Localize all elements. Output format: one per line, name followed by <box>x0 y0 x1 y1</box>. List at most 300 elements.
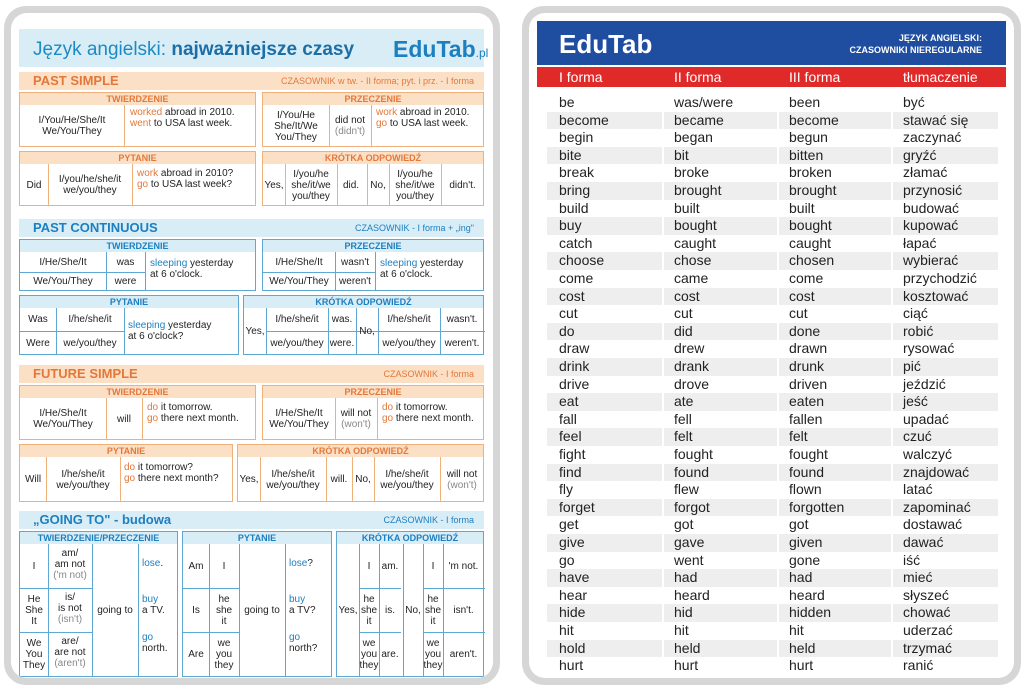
box-heading: TWIERDZENIE/PRZECZENIE <box>20 532 177 544</box>
table-row <box>547 288 998 306</box>
verb-base-form: choose <box>559 252 605 269</box>
verb-past-participle: had <box>789 569 813 586</box>
no-word: No, <box>355 474 371 485</box>
box-heading: KRÓTKA ODPOWIEDŹ <box>244 296 483 308</box>
irregular-verbs-card-inner <box>529 13 1014 678</box>
column-header-form-3: III forma <box>789 69 841 85</box>
verb-translation: kupować <box>903 217 959 234</box>
table-row <box>547 393 998 411</box>
box-heading: PYTANIE <box>20 445 232 457</box>
example-sentence: sleeping yesterday at 6 o'clock? <box>128 320 212 342</box>
pronouns: I <box>32 560 36 572</box>
verb-past-participle: done <box>789 322 821 339</box>
verb-example: buy a TV. <box>142 594 165 616</box>
auxiliary: did not (didn't) <box>334 115 366 137</box>
verb-translation: mieć <box>903 569 933 586</box>
past-continuous-affirmative <box>19 239 256 291</box>
verb-past-simple: brought <box>674 182 722 198</box>
verb-past-participle: given <box>789 534 823 550</box>
verb-translation: wybierać <box>903 252 959 269</box>
verb-past-participle: chosen <box>789 252 835 269</box>
verb-example: buy a TV? <box>289 594 316 616</box>
auxiliary: am. <box>381 560 399 572</box>
no-word: No, <box>359 326 375 337</box>
verb-past-simple: ate <box>674 393 694 410</box>
verb-past-participle: heard <box>789 586 825 603</box>
table-row <box>547 358 998 376</box>
pronouns: I/He/She/It We/You/They <box>269 408 329 430</box>
no-word: No, <box>370 179 386 191</box>
verb-past-simple: drew <box>674 340 705 357</box>
verb-past-participle: bitten <box>789 146 824 163</box>
pronouns: I/You/He/She/It We/You/They <box>38 115 106 137</box>
verb-past-simple: flew <box>674 481 699 498</box>
column-header-form-1: I forma <box>559 69 603 85</box>
verb-translation: kosztować <box>903 287 969 304</box>
yes-word: Yes, <box>239 474 259 485</box>
auxiliary: weren't. <box>444 337 480 349</box>
verb-base-form: get <box>559 516 579 533</box>
future-simple-negative <box>262 385 484 440</box>
pronouns: I/you/he she/it/we you/they <box>291 168 331 202</box>
verb-translation: trzymać <box>903 639 952 656</box>
verb-base-form: go <box>559 551 575 568</box>
auxiliary: will not (won't) <box>446 469 478 491</box>
verb-past-simple: bought <box>674 217 717 234</box>
table-row <box>547 305 998 323</box>
auxiliary: Is <box>192 604 200 616</box>
pronouns: I <box>431 560 435 572</box>
verb-past-participle: hurt <box>789 657 814 674</box>
pronouns: I/you/he/she/it we/you/they <box>58 174 122 196</box>
yes-word: Yes, <box>245 326 265 337</box>
pronouns: I/he/she/it <box>275 314 319 325</box>
verb-translation: zapominać <box>903 498 971 515</box>
pronouns: I/He/She/It <box>39 256 87 268</box>
column-headers <box>537 67 1006 87</box>
auxiliary: wasn't <box>340 256 370 268</box>
verb-past-participle: flown <box>789 481 822 498</box>
verb-base-form: give <box>559 534 585 550</box>
verb-translation: stawać się <box>903 111 969 128</box>
column-header-form-2: II forma <box>674 69 722 85</box>
grammar-card-inner <box>11 13 493 678</box>
column-divider <box>777 92 779 675</box>
verb-base-form: drive <box>559 375 590 392</box>
verb-past-participle: bought <box>789 217 832 234</box>
box-heading: TWIERDZENIE <box>20 93 255 105</box>
no-word: No, <box>405 605 421 616</box>
table-row <box>547 376 998 394</box>
table-row <box>547 657 998 675</box>
auxiliary: Did <box>26 179 42 191</box>
verb-translation: robić <box>903 322 934 339</box>
verb-past-simple: got <box>674 516 694 533</box>
verb-base-form: hurt <box>559 657 584 674</box>
verb-base-form: fall <box>559 410 577 427</box>
box-heading: PRZECZENIE <box>263 386 483 398</box>
verb-base-form: buy <box>559 217 582 234</box>
box-heading: TWIERDZENIE <box>20 386 255 398</box>
example-sentences: worked abroad in 2010. went to USA last week. <box>130 107 235 129</box>
verb-translation: czuć <box>903 428 932 445</box>
verb-past-simple: chose <box>674 252 712 269</box>
table-row <box>547 552 998 570</box>
verb-past-participle: hidden <box>789 604 832 621</box>
verb-past-participle: felt <box>789 428 808 445</box>
verb-past-simple: did <box>674 322 693 339</box>
pronouns: I/he/she/it <box>68 314 112 325</box>
verb-base-form: become <box>559 111 609 128</box>
verb-past-participle: held <box>789 639 816 656</box>
auxiliary: didn't. <box>449 179 476 191</box>
verb-translation: jeść <box>903 393 928 410</box>
verb-translation: budować <box>903 199 960 216</box>
pronouns: We/You/They <box>269 276 329 287</box>
table-row <box>547 147 998 165</box>
card-caption: JĘZYK ANGIELSKI: CZASOWNIKI NIEREGULARNE <box>849 33 982 55</box>
going-to-question <box>182 531 332 677</box>
verb-past-simple: fell <box>674 410 692 427</box>
pronouns: he she it <box>215 593 233 627</box>
pronouns: I <box>367 560 371 572</box>
pronouns: I/he/she/it <box>387 314 431 325</box>
verb-past-participle: drawn <box>789 340 828 357</box>
column-divider <box>662 92 664 675</box>
verb-past-participle: fallen <box>789 410 823 427</box>
table-row <box>547 200 998 218</box>
auxiliary: Were <box>26 337 50 349</box>
verb-translation: jeździć <box>903 375 946 392</box>
table-row <box>547 604 998 622</box>
verb-past-simple: bit <box>674 146 689 163</box>
going-to-short-answer <box>336 531 484 677</box>
section-title: PAST CONTINUOUS <box>33 220 158 235</box>
future-simple-affirmative <box>19 385 256 440</box>
table-row <box>547 217 998 235</box>
past-continuous-short-answer <box>243 295 484 355</box>
verb-past-simple: was/were <box>674 94 734 110</box>
auxiliary: were <box>114 276 137 287</box>
example-sentences: do it tomorrow? go there next month? <box>124 462 219 484</box>
pronouns: I/he/she/it we/you/they <box>266 468 320 491</box>
verb-translation: gryźć <box>903 146 937 163</box>
auxiliary: aren't. <box>449 649 478 660</box>
table-row <box>547 428 998 446</box>
verb-base-form: hear <box>559 586 588 603</box>
example-sentence: sleeping yesterday at 6 o'clock. <box>150 258 234 280</box>
table-row <box>547 112 998 130</box>
verb-translation: iść <box>903 551 921 568</box>
verb-past-simple: built <box>674 199 700 216</box>
past-simple-affirmative <box>19 92 256 147</box>
pronouns: He She It <box>25 593 43 627</box>
auxiliary: am/ am not ('m not) <box>53 548 87 581</box>
verb-translation: słyszeć <box>903 586 949 603</box>
verb-past-simple: began <box>674 129 713 146</box>
verb-example: go north. <box>142 632 168 654</box>
example-sentences: do it tomorrow. go there next month. <box>147 402 239 424</box>
verb-translation: znajdować <box>903 463 970 480</box>
verb-base-form: begin <box>559 129 594 146</box>
verb-translation: pić <box>903 358 921 374</box>
auxiliary: was. <box>331 314 353 325</box>
verb-example: lose. <box>142 558 164 569</box>
pronouns: I/he/she/it we/you/they <box>56 468 110 491</box>
grammar-card-tenses <box>4 6 500 685</box>
verb-example: lose? <box>289 558 313 569</box>
auxiliary: Are <box>188 649 204 660</box>
auxiliary: will not (won't) <box>340 408 372 430</box>
box-heading: KRÓTKA ODPOWIEDŹ <box>337 532 483 544</box>
example-sentences: work abroad in 2010. go to USA last week. <box>376 107 470 129</box>
column-header-translation: tłumaczenie <box>903 69 978 85</box>
verb-past-participle: begun <box>789 129 828 146</box>
pronouns: we/you/they <box>270 337 324 349</box>
verb-past-participle: hit <box>789 622 804 638</box>
table-row <box>547 235 998 253</box>
verb-past-participle: fought <box>789 446 828 462</box>
auxiliary: were. <box>329 337 355 349</box>
verb-base-form: bite <box>559 146 582 163</box>
verb-past-participle: cut <box>789 305 808 322</box>
yes-word: Yes, <box>338 605 358 616</box>
past-continuous-question <box>19 295 239 355</box>
pronouns: I/He/She/It We/You/They <box>33 408 93 430</box>
auxiliary: are. <box>381 649 399 660</box>
verb-past-participle: forgotten <box>789 498 845 515</box>
verb-past-simple: became <box>674 111 724 128</box>
example-sentences: work abroad in 2010? go to USA last week? <box>137 168 234 190</box>
edutab-logo: EduTab.pl <box>393 36 489 62</box>
auxiliary: will <box>117 413 131 425</box>
pronouns: We You They <box>22 638 46 671</box>
verb-past-simple: cut <box>674 305 693 322</box>
verb-past-simple: had <box>674 569 698 586</box>
box-heading: KRÓTKA ODPOWIEDŹ <box>238 445 483 457</box>
verb-base-form: hold <box>559 639 586 656</box>
verb-past-participle: drunk <box>789 358 825 374</box>
table-row <box>547 164 998 182</box>
table-row <box>547 516 998 534</box>
verb-base-form: draw <box>559 340 590 357</box>
box-heading: PYTANIE <box>183 532 331 544</box>
verb-translation: łapać <box>903 234 937 251</box>
table-row <box>547 464 998 482</box>
pronouns: we you they <box>423 638 443 671</box>
verb-translation: zaczynać <box>903 129 962 146</box>
verb-past-simple: went <box>674 551 704 568</box>
box-heading: PRZECZENIE <box>263 93 483 105</box>
section-description: CZASOWNIK - I forma <box>383 515 474 525</box>
verb-past-simple: found <box>674 463 710 480</box>
section-description: CZASOWNIK - I forma <box>383 369 474 379</box>
future-simple-short-answer <box>237 444 484 502</box>
verb-past-participle: caught <box>789 234 832 251</box>
verb-translation: dostawać <box>903 516 963 533</box>
card-title: Język angielski: najważniejsze czasy <box>33 39 355 60</box>
section-future-simple-bar <box>19 365 484 383</box>
table-row <box>547 446 998 464</box>
yes-word: Yes, <box>264 179 284 191</box>
table-row <box>547 323 998 341</box>
future-simple-question <box>19 444 233 502</box>
verb-base-form: build <box>559 199 589 216</box>
section-title: „GOING TO" - budowa <box>33 512 172 527</box>
auxiliary: did. <box>342 179 360 191</box>
table-row <box>547 499 998 517</box>
auxiliary: wasn't. <box>446 314 478 325</box>
irregular-verbs-card <box>522 6 1021 685</box>
section-description: CZASOWNIK w tw. - II forma; pyt. i prz. - I forma <box>280 76 474 86</box>
table-row <box>547 569 998 587</box>
verb-past-participle: come <box>789 270 824 286</box>
verb-past-participle: got <box>789 516 809 533</box>
pronouns: he she it <box>360 593 378 627</box>
table-row <box>547 270 998 288</box>
auxiliary: weren't <box>339 276 371 287</box>
table-row <box>547 129 998 147</box>
verb-past-participle: brought <box>789 182 837 198</box>
verb-translation: złamać <box>903 164 948 181</box>
verb-past-simple: felt <box>674 428 693 445</box>
going-to-phrase: going to <box>97 605 133 616</box>
verb-past-simple: hurt <box>674 657 699 674</box>
verb-translation: przynosić <box>903 182 963 198</box>
edutab-logo: EduTab <box>559 29 653 59</box>
verb-past-participle: gone <box>789 551 821 568</box>
verb-past-simple: broke <box>674 164 710 181</box>
verb-past-simple: heard <box>674 586 710 603</box>
going-to-phrase: going to <box>244 605 280 616</box>
section-going-to-bar <box>19 511 484 529</box>
auxiliary: 'm not. <box>448 560 479 572</box>
table-row <box>547 622 998 640</box>
verb-base-form: break <box>559 164 595 181</box>
verb-past-participle: broken <box>789 164 832 181</box>
table-row <box>547 481 998 499</box>
verb-base-form: fly <box>559 481 573 498</box>
auxiliary: was <box>116 256 135 268</box>
pronouns: we/you/they <box>63 337 117 349</box>
auxiliary: isn't. <box>453 604 474 616</box>
section-description: CZASOWNIK - I forma + „ing" <box>355 223 474 233</box>
past-simple-question <box>19 151 256 206</box>
verb-translation: latać <box>903 481 933 498</box>
verb-past-simple: forgot <box>674 498 710 515</box>
verb-past-simple: drove <box>674 375 710 392</box>
pronouns: I <box>222 560 226 572</box>
verb-base-form: cost <box>559 287 585 304</box>
verb-base-form: bring <box>559 182 591 198</box>
pronouns: I/he/she/it we/you/they <box>380 468 434 491</box>
verb-translation: walczyć <box>903 446 953 462</box>
auxiliary: Am <box>188 560 204 572</box>
verb-base-form: cut <box>559 305 578 322</box>
verb-translation: upadać <box>903 410 949 427</box>
verb-past-participle: built <box>789 199 815 216</box>
verb-base-form: come <box>559 270 594 286</box>
verb-past-simple: hid <box>674 604 693 621</box>
verb-base-form: have <box>559 569 590 586</box>
past-simple-short-answer <box>262 151 484 206</box>
verb-past-simple: came <box>674 270 709 286</box>
verb-base-form: hide <box>559 604 586 621</box>
box-heading: PYTANIE <box>20 152 255 164</box>
card-header <box>537 21 1006 65</box>
verb-example: go north? <box>289 632 318 654</box>
verb-base-form: eat <box>559 393 579 410</box>
verb-past-simple: caught <box>674 234 717 251</box>
verb-base-form: forget <box>559 498 595 515</box>
verb-past-participle: eaten <box>789 393 825 410</box>
verb-past-participle: cost <box>789 287 815 304</box>
verb-base-form: do <box>559 322 575 339</box>
verb-translation: uderzać <box>903 622 953 638</box>
pronouns: we you they <box>359 638 379 671</box>
verb-translation: ranić <box>903 657 934 674</box>
verb-base-form: hit <box>559 622 574 638</box>
pronouns: we/you/they <box>382 337 436 349</box>
verb-base-form: fight <box>559 446 586 462</box>
verb-past-simple: gave <box>674 534 705 550</box>
verb-past-simple: hit <box>674 622 689 638</box>
table-row <box>547 534 998 552</box>
verb-base-form: be <box>559 94 575 110</box>
auxiliary: is/ is not (isn't) <box>57 592 83 625</box>
verb-translation: dawać <box>903 534 944 550</box>
verb-base-form: feel <box>559 428 582 445</box>
verb-past-simple: held <box>674 639 701 656</box>
verb-base-form: find <box>559 463 582 480</box>
verb-translation: przychodzić <box>903 270 977 286</box>
table-row <box>547 411 998 429</box>
verb-past-participle: been <box>789 94 821 110</box>
auxiliary: Will <box>24 474 42 485</box>
auxiliary: is. <box>385 604 395 616</box>
pronouns: I/He/She/It <box>275 256 323 268</box>
box-heading: PYTANIE <box>20 296 238 308</box>
pronouns: I/You/He She/It/We You/They <box>274 109 318 143</box>
verb-past-simple: cost <box>674 287 700 304</box>
auxiliary: are/ are not (aren't) <box>54 636 86 669</box>
auxiliary: will. <box>330 474 348 485</box>
past-simple-negative <box>262 92 484 147</box>
verb-base-form: drink <box>559 358 590 374</box>
verb-past-participle: become <box>789 111 839 128</box>
table-row <box>547 587 998 605</box>
verb-translation: być <box>903 94 925 110</box>
verb-base-form: catch <box>559 234 593 251</box>
auxiliary: Was <box>28 314 48 325</box>
box-heading: TWIERDZENIE <box>20 240 255 252</box>
verb-past-participle: found <box>789 463 825 480</box>
past-continuous-negative <box>262 239 484 291</box>
pronouns: We/You/They <box>33 276 93 287</box>
verb-translation: rysować <box>903 340 955 357</box>
example-sentences: do it tomorrow. go there next month. <box>382 402 474 424</box>
box-heading: PRZECZENIE <box>263 240 483 252</box>
pronouns: he she it <box>424 593 442 627</box>
section-title: FUTURE SIMPLE <box>33 366 138 381</box>
table-row <box>547 182 998 200</box>
verb-past-simple: fought <box>674 446 713 462</box>
verb-translation: ciąć <box>903 305 928 322</box>
table-row <box>547 640 998 658</box>
section-past-simple-bar <box>19 72 484 90</box>
section-title: PAST SIMPLE <box>33 73 119 88</box>
table-row <box>547 340 998 358</box>
